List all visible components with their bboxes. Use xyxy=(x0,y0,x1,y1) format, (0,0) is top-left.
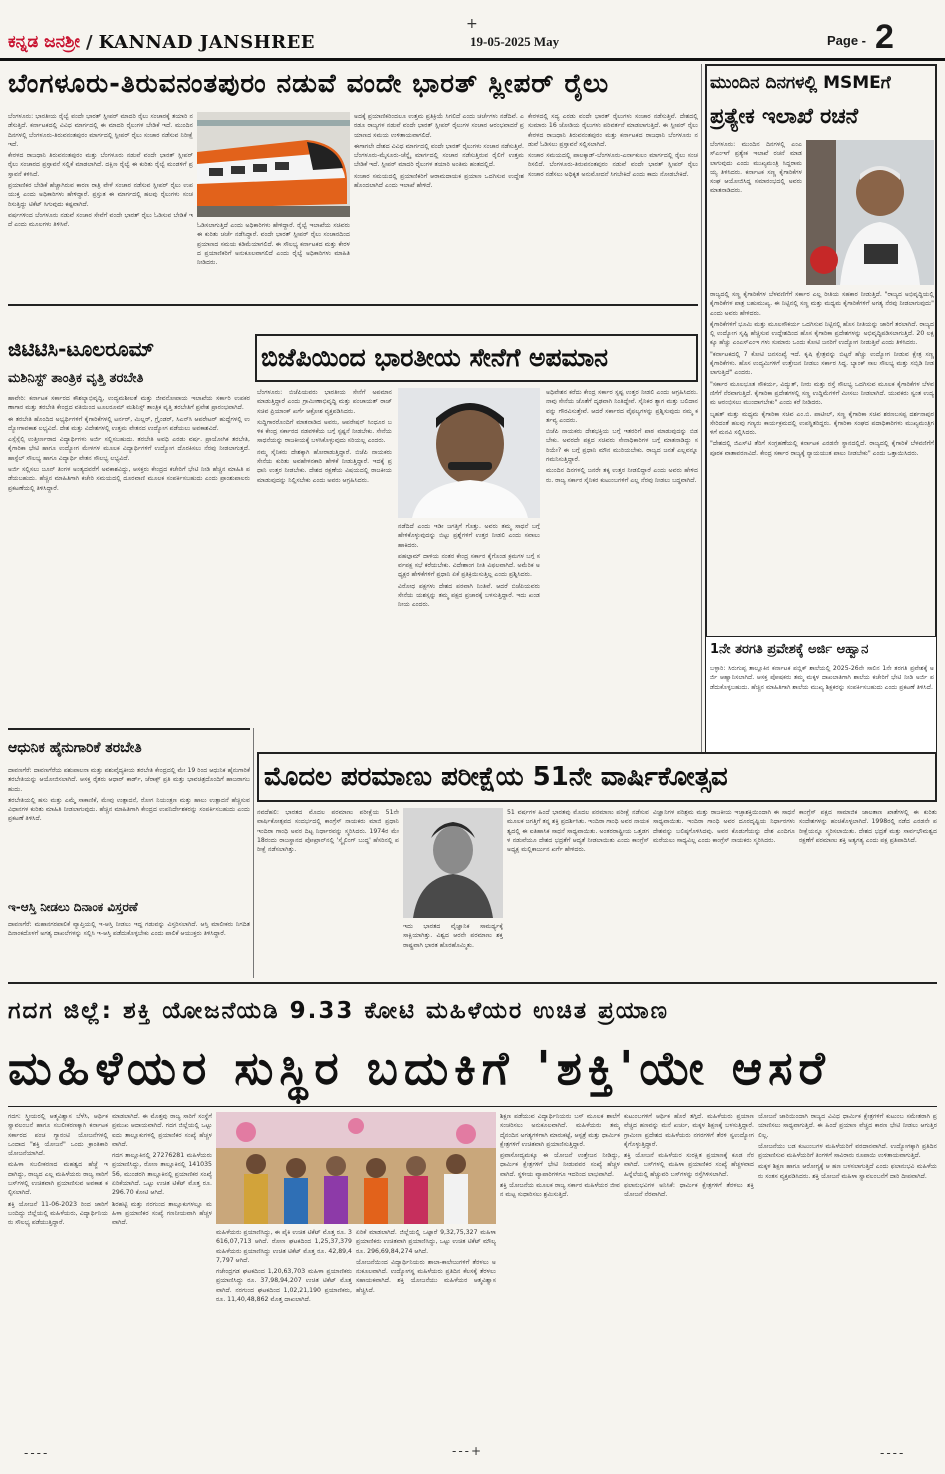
first-standard-headline: 1ನೇ ತರಗತಿ ಪ್ರವೇಶಕ್ಕೆ ಅರ್ಜಿ ಆಹ್ವಾನ xyxy=(710,642,869,657)
gtt-headline: ಜಿಟಿಟಿಸಿ-ಟೂಲರೂಮ್ xyxy=(8,337,155,361)
crop-mark-icon: ---- xyxy=(880,1446,906,1460)
bjp-column-3: ಅಧಿವೇಶನ ಕರೆದು ಕೇಂದ್ರ ಸರ್ಕಾರ ಸ್ಪಷ್ಟ ಉತ್ತರ ನೀಡಲಿ ಎಂದು ಆಗ್ರಹಿಸಿದರು. ನಾವು ಸೇನೆಯ ಜೊತೆಗೆ ದೃಢವಾಗಿ ನಿಂತಿದ್ದೇವೆ. ಸೈನಿಕರ ತ್ಯಾಗ ಮತ್ತು ಬಲಿದಾನವನ್ನು ಗೌರವಿಸುತ್ತೇವೆ. ಆದರೆ ಸರ್ಕಾರದ ವೈಫಲ್ಯಗಳನ್ನು ಪ್ರಶ್ನಿಸುವುದು ನಮ್ಮ ಕರ್ತವ್ಯ ಎಂದರು. ಬಿಜೆಪಿ ನಾಯಕರು ದೇಶಭಕ್ತಿಯ ಬಗ್ಗೆ ಇತರರಿಗೆ ಪಾಠ ಮಾಡುವುದನ್ನು ಬಿಡಬೇಕು. ಅವರದೇ ಪಕ್ಷದ ಸಚಿವರು ಸೇನಾಧಿಕಾರಿಗಳ ಬಗ್ಗೆ ಮಾತನಾಡಿದ್ದು ಸರಿಯೇ? ಈ ಬಗ್ಗೆ ಪ್ರಧಾನಿ ಮೌನ ಮುರಿಯಬೇಕು. ರಾಜ್ಯದ ಜನತೆ ಎಲ್ಲವನ್ನೂ ಗಮನಿಸುತ್ತಿದ್ದಾರೆ. ಮುಂದಿನ ದಿನಗಳಲ್ಲಿ ಜನರೇ ತಕ್ಕ ಉತ್ತರ ನೀಡಲಿದ್ದಾರೆ ಎಂದು ಅವರು ಹೇಳಿದರು. ರಾಜ್ಯ ಸರ್ಕಾರ ಸೈನಿಕರ ಕುಟುಂಬಗಳಿಗೆ ಎಲ್ಲ ನೆರವು ನೀಡಲು ಬದ್ಧವಾಗಿದೆ. xyxy=(546,389,698,484)
shakti-column-3: ಮಹಿಳೆಯರು ಪ್ರಯಾಣಿಸಿದ್ದು, ಈ ಪೈಕಿ ಉಚಿತ ಟಿಕೆಟ್ ಮೊತ್ತ ರೂ. 3616,07,713 ಆಗಿದೆ. ರೋಣ ಘಟಕದಿಂದ 1,25,37,379 ಮಹಿಳೆಯರು ಪ್ರಯಾಣಿಸಿದ್ದು ಉಚಿತ ಟಿಕೆಟ್ ಮೊತ್ತ ರೂ. 42,89,47,797 ಆಗಿದೆ. ಗಜೇಂದ್ರಗಡ ಘಟಕದಿಂದ 1,20,63,703 ಮಹಿಳಾ ಪ್ರಯಾಣಿಕರು ಪ್ರಯಾಣಿಸಿದ್ದು ರೂ. 37,98,94,207 ಉಚಿತ ಟಿಕೆಟ್ ಮೊತ್ತವಾಗಿದೆ. ನರಗುಂದ ಘಟಕದಿಂದ 1,02,21,190 ಪ್ರಯಾಣಿಕರು, ರೂ. 11,40,48,862 ಮೊತ್ತ ದಾಖಲಾಗಿದೆ. xyxy=(216,1229,352,1304)
shakti-kicker: ಗದಗ ಜಿಲ್ಲೆ: ಶಕ್ತಿ ಯೋಜನೆಯಡಿ 9.33 ಕೋಟಿ ಮಹಿಳೆಯರ ಉಚಿತ ಪ್ರಯಾಣ xyxy=(8,998,669,1024)
msme-column-body: ರಾಜ್ಯದಲ್ಲಿ ಸಣ್ಣ ಕೈಗಾರಿಕೆಗಳ ಬೆಳವಣಿಗೆಗೆ ಸರ್ಕಾರ ಎಲ್ಲ ರೀತಿಯ ಸಹಕಾರ ನೀಡುತ್ತಿದೆ. "ರಾಜ್ಯದ ಅಭಿವೃದ್ಧಿಯಲ್ಲಿ ಕೈಗಾರಿಕೆಗಳ ಪಾತ್ರ ಬಹುಮುಖ್ಯ. ಈ ನಿಟ್ಟಿನಲ್ಲಿ ಸಣ್ಣ ಮತ್ತು ಮಧ್ಯಮ ಕೈಗಾರಿಕೆಗಳಿಗೆ ಅಗತ್ಯ ನೆರವು ನೀಡಲಾಗುವುದು" ಎಂದು ಅವರು ಹೇಳಿದರು. ಕೈಗಾರಿಕೆಗಳಿಗೆ ಭೂಮಿ ಮತ್ತು ಮೂಲಸೌಕರ್ಯ ಒದಗಿಸುವ ನಿಟ್ಟಿನಲ್ಲಿ ಹೊಸ ನೀತಿಯನ್ನು ಜಾರಿಗೆ ತರಲಾಗಿದೆ. ರಾಜ್ಯದಲ್ಲಿ ಉದ್ಯೋಗ ಸೃಷ್ಟಿ ಹೆಚ್ಚಿಸುವ ಉದ್ದೇಶದಿಂದ ಹೊಸ ಕೈಗಾರಿಕಾ ಪ್ರದೇಶಗಳನ್ನು ಅಭಿವೃದ್ಧಿಪಡಿಸಲಾಗುತ್ತಿದೆ. 20 ಲಕ್ಷಕ್ಕೂ ಹೆಚ್ಚು ಎಂಎಸ್‌ಎಂಇ ಗಳು ಸುಮಾರು ಒಂದು ಕೋಟಿ ಜನರಿಗೆ ಉದ್ಯೋಗ ನೀಡುತ್ತಿವೆ ಎಂದು ತಿಳಿಸಿದರು. "ಕರ್ನಾಟಕದಲ್ಲಿ 7 ಕೋಟಿ ಜನಸಂಖ್ಯೆ ಇದೆ. ಕೃಷಿ ಕ್ಷೇತ್ರವನ್ನು ಬಿಟ್ಟರೆ ಹೆಚ್ಚು ಉದ್ಯೋಗ ನೀಡುವ ಕ್ಷೇತ್ರ ಸಣ್ಣ ಕೈಗಾರಿಕೆಗಳು. ಹೊಸ ಉದ್ಯಮಿಗಳಿಗೆ ಉತ್ತೇಜನ ನೀಡಲು ಸರ್ಕಾರ ಸಿದ್ಧ. ಬ್ಯಾಂಕ್ ಸಾಲ ಸೌಲಭ್ಯ ಮತ್ತು ಸಬ್ಸಿಡಿ ನೀಡಲಾಗುತ್ತಿದೆ" ಎಂದರು. "ಸರ್ಕಾರ ಮೂಲಭೂತ ಸೌಕರ್ಯ, ವಿದ್ಯುತ್, ನೀರು ಮತ್ತು ರಸ್ತೆ ಸೌಲಭ್ಯ ಒದಗಿಸುವ ಮೂಲಕ ಕೈಗಾರಿಕೆಗಳ ಬೆಳವಣಿಗೆಗೆ ನೆರವಾಗುತ್ತಿದೆ. ಕೈಗಾರಿಕಾ ಪ್ರದೇಶಗಳಲ್ಲಿ ಸಣ್ಣ ಉದ್ದಿಮೆಗಳಿಗೆ ಮೀಸಲು ನೀಡಲಾಗಿದೆ. ಯುವಕರು ಸ್ವಂತ ಉದ್ಯಮ ಆರಂಭಿಸಲು ಮುಂದಾಗಬೇಕು" ಎಂದು ಕರೆ ನೀಡಿದರು. ಬೃಹತ್ ಮತ್ತು ಮಧ್ಯಮ ಕೈಗಾರಿಕಾ ಸಚಿವ ಎಂ.ಬಿ. ಪಾಟೀಲ್, ಸಣ್ಣ ಕೈಗಾರಿಕಾ ಸಚಿವ ಶರಣಬಸಪ್ಪ ದರ್ಶನಾಪುರ ಸೇರಿದಂತೆ ಹಲವು ಗಣ್ಯರು ಕಾರ್ಯಕ್ರಮದಲ್ಲಿ ಉಪಸ್ಥಿತರಿದ್ದರು. ಕೈಗಾರಿಕಾ ಸಂಘದ ಪದಾಧಿಕಾರಿಗಳು ಮುಖ್ಯಮಂತ್ರಿಗಳಿಗೆ ಮನವಿ ಸಲ್ಲಿಸಿದರು. "ದೇಶದಲ್ಲಿ ಜಿಎಸ್‌ಟಿ ತೆರಿಗೆ ಸಂಗ್ರಹಣೆಯಲ್ಲಿ ಕರ್ನಾಟಕ ಎರಡನೇ ಸ್ಥಾನದಲ್ಲಿದೆ. ರಾಜ್ಯದಲ್ಲಿ ಕೈಗಾರಿಕೆ ಬೆಳವಣಿಗೆಗೆ ಪೂರಕ ವಾತಾವರಣವಿದೆ. ಕೇಂದ್ರ ಸರ್ಕಾರ ರಾಜ್ಯಕ್ಕೆ ನ್ಯಾಯಯುತ ಪಾಲು ನೀಡಬೇಕು" ಎಂದು ಒತ್ತಾಯಿಸಿದರು. xyxy=(710,291,934,457)
vande-bharat-column-2: ಓಡಿಸಲಾಗುತ್ತಿದೆ ಎಂದು ಅಧಿಕಾರಿಗಳು ಹೇಳಿದ್ದಾರೆ. ರೈಲ್ವೆ ಇಲಾಖೆಯ ಸಚಿವರು ಈ ಕುರಿತು ಚರ್ಚೆ ನಡೆಸಿದ್ದಾರೆ. ವಂದೇ ಭಾರತ್ ಸ್ಲೀಪರ್ ರೈಲು ಸಂಚಾರದಿಂದ ಪ್ರಯಾಣದ ಸಮಯ ಕಡಿಮೆಯಾಗಲಿದೆ. ಈ ಸೌಲಭ್ಯ ಕರ್ನಾಟಕದ ಮತ್ತು ಕೇರಳದ ಪ್ರಯಾಣಿಕರಿಗೆ ಅನುಕೂಲವಾಗಲಿದೆ ಎಂದು ರೈಲ್ವೆ ಅಧಿಕಾರಿಗಳು ಮಾಹಿತಿ ನೀಡಿದರು. xyxy=(197,222,350,267)
group-photo-icon xyxy=(216,1112,496,1224)
cm-speaking-photo xyxy=(806,140,934,285)
shakti-column-1: ಗದಗ: ಸ್ತ್ರೀಯರಲ್ಲಿ ಆತ್ಮವಿಶ್ವಾಸ ಬೆಳೆಸಿ, ಆರ್ಥಿಕ ಸ್ವಾವಲಂಬನೆ ಹಾಗೂ ಸಬಲೀಕರಣಕ್ಕಾಗಿ ಕರ್ನಾಟಕ ಸರ್ಕಾರದ ಪಂಚ ಗ್ಯಾರಂಟಿ ಯೋಜನೆಗಳಲ್ಲಿ ಒಂದಾದ "ಶಕ್ತಿ ಯೋಜನೆ" ಒಂದು ಕ್ರಾಂತಿಕಾರಿ ಯೋಜನೆಯಾಗಿದೆ. ಮಹಿಳಾ ಸಬಲೀಕರಣದ ಮಹತ್ವದ ಹೆಜ್ಜೆ ಇದಾಗಿದ್ದು, ರಾಜ್ಯದ ಎಲ್ಲ ಮಹಿಳೆಯರು ರಾಜ್ಯ ಸಾರಿಗೆ ಬಸ್‌ಗಳಲ್ಲಿ ಉಚಿತವಾಗಿ ಪ್ರಯಾಣಿಸುವ ಅವಕಾಶ ಕಲ್ಪಿಸಲಾಗಿದೆ. ಶಕ್ತಿ ಯೋಜನೆ 11-06-2023 ರಿಂದ ಜಾರಿಗೆ ಬಂದಿದ್ದು ಜಿಲ್ಲೆಯಲ್ಲಿ ಮಹಿಳೆಯರು, ವಿದ್ಯಾರ್ಥಿನಿಯರು ಸೌಲಭ್ಯ ಪಡೆಯುತ್ತಿದ್ದಾರೆ. xyxy=(8,1113,108,1227)
shakti-column-7: ಯೋಜನೆ ಜಾರಿಯಿಂದಾಗಿ ರಾಜ್ಯದ ವಿವಿಧ ಧಾರ್ಮಿಕ ಕ್ಷೇತ್ರಗಳಿಗೆ ಕುಟುಂಬ ಸಮೇತರಾಗಿ ಪ್ರಯಾಣಿಸಲು ಸಾಧ್ಯವಾಗುತ್ತಿದೆ. ಈ ಹಿಂದೆ ಪ್ರಯಾಣ ವೆಚ್ಚದ ಕಾರಣ ಭೇಟಿ ನೀಡಲು ಆಗುತ್ತಿರಲಿಲ್ಲ. ಯೋಜನೆಯು ಬಡ ಕುಟುಂಬಗಳ ಮಹಿಳೆಯರಿಗೆ ವರದಾನವಾಗಿದೆ. ಉದ್ಯೋಗಕ್ಕಾಗಿ ಪ್ರತಿದಿನ ಪ್ರಯಾಣಿಸುವ ಮಹಿಳೆಯರಿಗೆ ತಿಂಗಳಿಗೆ ಸಾವಿರಾರು ರೂಪಾಯಿ ಉಳಿತಾಯವಾಗುತ್ತಿದೆ. ಮಕ್ಕಳ ಶಿಕ್ಷಣ ಹಾಗೂ ಆರೋಗ್ಯಕ್ಕೆ ಆ ಹಣ ಬಳಸಲಾಗುತ್ತಿದೆ ಎಂದು ಫಲಾನುಭವಿ ಮಹಿಳೆಯರು ಸಂತಸ ವ್ಯಕ್ತಪಡಿಸಿದರು. ಶಕ್ತಿ ಯೋಜನೆ ಮಹಿಳಾ ಸ್ವಾವಲಂಬನೆಗೆ ದಾರಿ ದೀಪವಾಗಿದೆ. xyxy=(758,1113,937,1180)
page-number: 2 xyxy=(875,18,894,56)
train-icon xyxy=(197,112,350,217)
crop-mark-icon: ---+ xyxy=(452,1444,484,1458)
brand-separator: / xyxy=(85,31,93,53)
section-rule xyxy=(8,1106,937,1107)
nuclear-column-1: ನವದೆಹಲಿ: ಭಾರತದ ಮೊದಲ ಪರಮಾಣು ಪರೀಕ್ಷೆಯ 51ನೇ ವಾರ್ಷಿಕೋತ್ಸವದ ಸಂದರ್ಭದಲ್ಲಿ ಕಾಂಗ್ರೆಸ್ ನಾಯಕರು ಮಾಜಿ ಪ್ರಧಾನಿ ಇಂದಿರಾ ಗಾಂಧಿ ಅವರ ದಿಟ್ಟ ನಿರ್ಧಾರವನ್ನು ಸ್ಮರಿಸಿದರು. 1974ರ ಮೇ 18ರಂದು ರಾಜಸ್ಥಾನದ ಪೋಖ್ರಾನ್‌ನಲ್ಲಿ 'ಸ್ಮೈಲಿಂಗ್ ಬುದ್ಧ' ಹೆಸರಿನಲ್ಲಿ ಪರೀಕ್ಷೆ ನಡೆಸಲಾಗಿತ್ತು. xyxy=(257,809,399,854)
gtt-subhead: ಮಶಿನಿಸ್ಟ್ ತಾಂತ್ರಿಕ ವೃತ್ತಿ ತರಬೇತಿ xyxy=(8,371,144,386)
msme-headline-line-1: ಮುಂದಿನ ದಿನಗಳಲ್ಲಿ MSMEಗೆ xyxy=(710,73,891,93)
crop-mark-icon: ---- xyxy=(24,1446,50,1460)
brand-english: KANNAD JANSHREE xyxy=(98,31,316,53)
vande-bharat-column-3: ಅದಕ್ಕೆ ಪ್ರಯಾಣಿಕರಿಂದಲೂ ಉತ್ತಮ ಪ್ರತಿಕ್ರಿಯೆ ಸಿಗಲಿದೆ ಎಂದು ಚರ್ಚೆಗಳು ನಡೆದಿವೆ. ಎರಡೂ ರಾಜ್ಯಗಳ ನಡುವೆ ವಂದೇ ಭಾರತ್ ಸ್ಲೀಪರ್ ರೈಲುಗಳ ಸಂಚಾರ ಆರಂಭವಾದರೆ ಪ್ರಯಾಣದ ಸಮಯ ಉಳಿತಾಯವಾಗಲಿದೆ. ಈಗಾಗಲೇ ದೇಶದ ವಿವಿಧ ಮಾರ್ಗದಲ್ಲಿ ವಂದೇ ಭಾರತ್ ರೈಲುಗಳು ಸಂಚಾರ ನಡೆಸುತ್ತಿವೆ. ಬೆಂಗಳೂರು-ಮೈಸೂರು-ಚೆನ್ನೈ ಮಾರ್ಗದಲ್ಲಿ ಸಂಚಾರ ನಡೆಸುತ್ತಿರುವ ರೈಲಿಗೆ ಉತ್ತಮ ಬೇಡಿಕೆ ಇದೆ. ಸ್ಲೀಪರ್ ಮಾದರಿ ರೈಲುಗಳ ತಯಾರಿ ಅಂತಿಮ ಹಂತದಲ್ಲಿದೆ. ಸಂಚಾರ ಸಮಯದಲ್ಲಿ ಪ್ರಯಾಣಿಕರಿಗೆ ಆರಾಮದಾಯಕ ಪ್ರಯಾಣ ಒದಗಿಸುವ ಉದ್ದೇಶ ಹೊಂದಲಾಗಿದೆ ಎಂದು ಇಲಾಖೆ ಹೇಳಿದೆ. xyxy=(354,113,524,190)
bjp-headline: ಬಿಜೆಪಿಯಿಂದ ಭಾರತೀಯ ಸೇನೆಗೆ ಅಪಮಾನ xyxy=(261,343,609,372)
issue-date: 19-05-2025 May xyxy=(470,34,560,49)
shakti-column-2: ಮಾಡಲಾಗಿದೆ. ಈ ಮೊತ್ತವು ರಾಜ್ಯ ಸಾರಿಗೆ ಸಂಸ್ಥೆಗೆ ಪ್ರಮುಖ ಆದಾಯವಾಗಿದೆ. ಗದಗ ಜಿಲ್ಲೆಯಲ್ಲಿ ಒಟ್ಟು ಐದು ತಾಲ್ಲೂಕುಗಳಲ್ಲಿ ಪ್ರಯಾಣಿಕರ ಸಂಖ್ಯೆ ಹೆಚ್ಚಳವಾಗಿದೆ. ಗದಗ ತಾಲ್ಲೂಕಿನಲ್ಲಿ 27276281 ಮಹಿಳೆಯರು ಪ್ರಯಾಣಿಸಿದ್ದು, ರೋಣ ತಾಲ್ಲೂಕಿನಲ್ಲಿ 14103556, ಮುಂಡರಗಿ ತಾಲ್ಲೂಕಿನಲ್ಲಿ ಪ್ರಯಾಣಿಕರ ಸಂಖ್ಯೆ ಏರಿಕೆಯಾಗಿದೆ. ಒಟ್ಟು ಉಚಿತ ಟಿಕೆಟ್ ಮೊತ್ತ ರೂ. 296.70 ಕೋಟಿ ಆಗಿದೆ. ಶಿರಹಟ್ಟಿ ಮತ್ತು ನರಗುಂದ ತಾಲ್ಲೂಕುಗಳಲ್ಲೂ ಮಹಿಳಾ ಪ್ರಯಾಣಿಕರ ಸಂಖ್ಯೆ ಗಣನೀಯವಾಗಿ ಹೆಚ್ಚಳವಾಗಿದೆ. xyxy=(112,1113,212,1227)
crop-mark-icon: + xyxy=(466,16,478,32)
minister-portrait-photo xyxy=(398,388,540,518)
portrait-icon xyxy=(403,808,503,918)
section-rule xyxy=(8,304,698,306)
easti-body: ದಾವಣಗೆರೆ: ಮಹಾನಗರಪಾಲಿಕೆ ವ್ಯಾಪ್ತಿಯಲ್ಲಿ ಇ-ಆಸ್ತಿ ನೀಡಲು ಇದ್ದ ಗಡುವನ್ನು ವಿಸ್ತರಿಸಲಾಗಿದೆ. ಆಸ್ತಿ ಮಾಲೀಕರು ನಿಗದಿತ ದಿನಾಂಕದೊಳಗೆ ಅಗತ್ಯ ದಾಖಲೆಗಳನ್ನು ಸಲ್ಲಿಸಿ ಇ-ಆಸ್ತಿ ಪಡೆದುಕೊಳ್ಳಬೇಕು ಎಂದು ಪಾಲಿಕೆ ಆಯುಕ್ತರು ತಿಳಿಸಿದ್ದಾರೆ. xyxy=(8,921,250,938)
vande-bharat-train-photo xyxy=(197,112,350,217)
msme-column-intro: ಬೆಂಗಳೂರು: ಮುಂದಿನ ದಿನಗಳಲ್ಲಿ ಎಂಎಸ್‌ಎಂಇಗೆ ಪ್ರತ್ಯೇಕ ಇಲಾಖೆ ರಚನೆ ಮಾಡಲಾಗುವುದು ಎಂದು ಮುಖ್ಯಮಂತ್ರಿ ಸಿದ್ದರಾಮಯ್ಯ ತಿಳಿಸಿದರು. ಕರ್ನಾಟಕ ಸಣ್ಣ ಕೈಗಾರಿಕೆಗಳ ಸಂಘ ಆಯೋಜಿಸಿದ್ದ ಸಮಾರಂಭದಲ್ಲಿ ಅವರು ಮಾತನಾಡಿದರು. xyxy=(710,141,802,195)
nuclear-headline: ಮೊದಲ ಪರಮಾಣು ಪರೀಕ್ಷೆಯ 51ನೇ ವಾರ್ಷಿಕೋತ್ಸವ xyxy=(264,762,728,792)
shakti-column-4: ಏರಿಕೆ ಮಾಡಲಾಗಿದೆ. ಜಿಲ್ಲೆಯಲ್ಲಿ ಒಟ್ಟಾರೆ 9,32,75,327 ಮಹಿಳಾ ಪ್ರಯಾಣಿಕರು ಉಚಿತವಾಗಿ ಪ್ರಯಾಣಿಸಿದ್ದು, ಒಟ್ಟು ಉಚಿತ ಟಿಕೆಟ್ ಮೌಲ್ಯ ರೂ. 296,69,84,274 ಆಗಿದೆ. ಯೋಜನೆಯಿಂದ ವಿದ್ಯಾರ್ಥಿನಿಯರು ಶಾಲಾ-ಕಾಲೇಜುಗಳಿಗೆ ತೆರಳಲು ಅನುಕೂಲವಾಗಿದೆ. ಉದ್ಯೋಗಸ್ಥ ಮಹಿಳೆಯರು ಪ್ರತಿದಿನ ಕೆಲಸಕ್ಕೆ ತೆರಳಲು ಸಹಾಯಕವಾಗಿದೆ. ಶಕ್ತಿ ಯೋಜನೆಯು ಮಹಿಳೆಯರ ಆತ್ಮವಿಶ್ವಾಸ ಹೆಚ್ಚಿಸಿದೆ. xyxy=(356,1229,496,1294)
dairy-body: ದಾವಣಗೆರೆ: ದಾವಣಗೆರೆಯ ಪಶುಪಾಲನಾ ಮತ್ತು ಪಶುವೈದ್ಯಕೀಯ ತರಬೇತಿ ಕೇಂದ್ರದಲ್ಲಿ ಮೇ 19 ರಿಂದ ಆಧುನಿಕ ಹೈನುಗಾರಿಕೆ ತರಬೇತಿಯನ್ನು ಆಯೋಜಿಸಲಾಗಿದೆ. ಆಸಕ್ತ ರೈತರು ಆಧಾರ್ ಕಾರ್ಡ್, ಜೆರಾಕ್ಸ್ ಪ್ರತಿ ಮತ್ತು ಭಾವಚಿತ್ರದೊಂದಿಗೆ ಹಾಜರಾಗಬಹುದು. ತರಬೇತಿಯಲ್ಲಿ ಹಸು ಮತ್ತು ಎಮ್ಮೆ ಸಾಕಾಣಿಕೆ, ಮೇವು ಉತ್ಪಾದನೆ, ರೋಗ ನಿಯಂತ್ರಣ ಮತ್ತು ಹಾಲು ಉತ್ಪಾದನೆ ಹೆಚ್ಚಿಸುವ ವಿಧಾನಗಳ ಕುರಿತು ಮಾಹಿತಿ ನೀಡಲಾಗುವುದು. ಹೆಚ್ಚಿನ ಮಾಹಿತಿಗಾಗಿ ಕೇಂದ್ರದ ಉಪನಿರ್ದೇಶಕರನ್ನು ಸಂಪರ್ಕಿಸಬಹುದು ಎಂದು ಪ್ರಕಟಣೆ ತಿಳಿಸಿದೆ. xyxy=(8,767,250,823)
column-divider xyxy=(253,728,254,978)
nuclear-column-2: ಇದು ಭಾರತದ ವೈಜ್ಞಾನಿಕ ಸಾಮರ್ಥ್ಯಕ್ಕೆ ಸಾಕ್ಷಿಯಾಗಿತ್ತು. ವಿಶ್ವದ ಆರನೇ ಪರಮಾಣು ಶಕ್ತ ರಾಷ್ಟ್ರವಾಗಿ ಭಾರತ ಹೊರಹೊಮ್ಮಿತು. xyxy=(403,923,503,949)
vande-bharat-column-4: ಕೇರಳದಲ್ಲಿ ಸದ್ಯ ಎರಡು ವಂದೇ ಭಾರತ್ ರೈಲುಗಳು ಸಂಚಾರ ನಡೆಸುತ್ತಿವೆ. ದೇಶದಲ್ಲಿ ಸುಮಾರು 16 ಜೋಡಿಯ ರೈಲುಗಳು ಪರಿವರ್ತನೆ ಮಾಡಲಾಗುತ್ತಿದೆ. ಈ ಸ್ಲೀಪರ್ ರೈಲು ಕೇರಳದ ರಾಜಧಾನಿ ತಿರುವನಂತಪುರಂ ಮತ್ತು ಕರ್ನಾಟಕದ ರಾಜಧಾನಿ ಬೆಂಗಳೂರು ನಡುವೆ ಓಡಿಸಲು ಪ್ರಸ್ತಾವನೆ ಸಲ್ಲಿಸಲಾಗಿದೆ. ಸಂಚಾರ ಸಮಯದಲ್ಲಿ ಪಾಲಕ್ಕಾಡ್-ಬೆಂಗಳೂರು-ಎರ್ನಾಕುಲಂ ಮಾರ್ಗದಲ್ಲಿ ರೈಲು ಸಂಚರಿಸಲಿದೆ. ಬೆಂಗಳೂರು-ತಿರುವನಂತಪುರಂ ನಡುವೆ ವಂದೇ ಭಾರತ್ ಸ್ಲೀಪರ್ ರೈಲು ಸಂಚಾರ ನಡೆಸಲು ಅಧಿಕೃತ ಅನುಮೋದನೆ ಸಿಗಬೇಕಿದೆ ಎಂದು ಕಾದು ನೋಡಬೇಕಿದೆ. xyxy=(528,113,698,178)
page-label: Page - xyxy=(827,33,867,48)
shakti-event-photo xyxy=(216,1112,496,1224)
easti-headline: ಇ-ಆಸ್ತಿ ನೀಡಲು ದಿನಾಂಕ ವಿಸ್ತರಣೆ xyxy=(8,900,138,914)
masthead-brand xyxy=(8,28,328,56)
vande-bharat-headline: ಬೆಂಗಳೂರು-ತಿರುವನಂತಪುರಂ ನಡುವೆ ವಂದೇ ಭಾರತ್ ಸ್ಲೀಪರ್ ರೈಲು xyxy=(8,69,610,99)
column-divider xyxy=(701,64,702,754)
msme-headline-line-2: ಪ್ರತ್ಯೇಕ ಇಲಾಖೆ ರಚನೆ xyxy=(710,104,859,128)
minister-portrait-icon xyxy=(398,388,540,518)
nuclear-column-5: ಕಾಂಗ್ರೆಸ್ ಪಕ್ಷದ ಸಾಮಾಜಿಕ ಜಾಲತಾಣ ಖಾತೆಗಳಲ್ಲಿ ಈ ಕುರಿತು ಸಂದೇಶಗಳನ್ನು ಹಂಚಿಕೊಳ್ಳಲಾಗಿದೆ. 1998ರಲ್ಲಿ ನಡೆದ ಎರಡನೇ ಪರೀಕ್ಷೆಯನ್ನೂ ಸ್ಮರಿಸಲಾಯಿತು. ದೇಶದ ಭದ್ರತೆ ಮತ್ತು ಸಾರ್ವಭೌಮತ್ವದ ರಕ್ಷಣೆಗೆ ಪರಮಾಣು ಶಕ್ತಿ ಅತ್ಯಗತ್ಯ ಎಂದು ಪಕ್ಷ ಪ್ರತಿಪಾದಿಸಿದೆ. xyxy=(799,809,937,844)
vande-bharat-column-1: ಬೆಂಗಳೂರು: ಭಾರತೀಯ ರೈಲ್ವೆ ವಂದೇ ಭಾರತ್ ಸ್ಲೀಪರ್ ಮಾದರಿ ರೈಲು ಸಂಚಾರಕ್ಕೆ ತಯಾರಿ ನಡೆಸುತ್ತಿದೆ. ಕರ್ನಾಟಕದಲ್ಲಿ ವಿವಿಧ ಮಾರ್ಗದಲ್ಲಿ ಈ ಮಾದರಿ ರೈಲುಗಳ ಬೇಡಿಕೆ ಇದೆ. ಮುಂದಿನ ದಿನಗಳಲ್ಲಿ ಬೆಂಗಳೂರು-ತಿರುವನಂತಪುರಂ ಮಾರ್ಗದಲ್ಲಿ ಸ್ಲೀಪರ್ ರೈಲು ಸಂಚಾರ ನಡೆಸುವ ನಿರೀಕ್ಷೆ ಇದೆ. ಕೇರಳದ ರಾಜಧಾನಿ ತಿರುವನಂತಪುರಂ ಮತ್ತು ಬೆಂಗಳೂರು ನಡುವೆ ವಂದೇ ಭಾರತ್ ಸ್ಲೀಪರ್ ರೈಲು ಸಂಚಾರದ ಪ್ರಸ್ತಾವನೆ ಸಲ್ಲಿಕೆ ಮಾಡಲಾಗಿದೆ. ದಕ್ಷಿಣ ರೈಲ್ವೆ ಈ ಕುರಿತು ರೈಲ್ವೆ ಮಂಡಳಿಗೆ ಪ್ರಸ್ತಾವನೆ ಕಳಿಸಿದೆ. ಪ್ರಯಾಣಿಕರ ಬೇಡಿಕೆ ಹೆಚ್ಚಾಗಿರುವ ಕಾರಣ ರಾತ್ರಿ ವೇಳೆ ಸಂಚಾರ ನಡೆಸುವ ಸ್ಲೀಪರ್ ರೈಲು ಉಪಯುಕ್ತ ಎಂದು ಅಧಿಕಾರಿಗಳು ಹೇಳಿದ್ದಾರೆ. ಪ್ರಸ್ತುತ ಈ ಮಾರ್ಗದಲ್ಲಿ ಹಲವು ರೈಲುಗಳು ಸಂಚರಿಸುತ್ತಿದ್ದು ಟಿಕೆಟ್ ಸಿಗುವುದು ಕಷ್ಟವಾಗಿದೆ. ವರ್ಷಗಳಿಂದ ಬೆಂಗಳೂರು ನಡುವೆ ಸಂಚಾರ ಸೇವೆಗೆ ವಂದೇ ಭಾರತ್ ರೈಲು ಓಡಿಸುವ ಬೇಡಿಕೆ ಇದೆ ಎಂದು ಮೂಲಗಳು ತಿಳಿಸಿವೆ. xyxy=(8,113,193,229)
indira-gandhi-photo xyxy=(403,808,503,918)
shakti-column-5: ಶಿಕ್ಷಣ ಪಡೆಯುವ ವಿದ್ಯಾರ್ಥಿನಿಯರು ಬಸ್ ಮೂಲಕ ಶಾಲೆಗೆ ಸಂಚರಿಸಲು ಅನುಕೂಲವಾಗಿದೆ. ಮಹಿಳೆಯರು ತಮ್ಮ ದೈನಂದಿನ ಅಗತ್ಯಗಳಿಗಾಗಿ ಮಾರುಕಟ್ಟೆ, ಆಸ್ಪತ್ರೆ ಮತ್ತು ಧಾರ್ಮಿಕ ಕ್ಷೇತ್ರಗಳಿಗೆ ಉಚಿತವಾಗಿ ಪ್ರಯಾಣಿಸುತ್ತಿದ್ದಾರೆ. ಪ್ರವಾಸೋದ್ಯಮಕ್ಕೂ ಈ ಯೋಜನೆ ಉತ್ತೇಜನ ನೀಡಿದ್ದು, ಧಾರ್ಮಿಕ ಕ್ಷೇತ್ರಗಳಿಗೆ ಭೇಟಿ ನೀಡುವವರ ಸಂಖ್ಯೆ ಹೆಚ್ಚಳವಾಗಿದೆ. ಸ್ಥಳೀಯ ವ್ಯಾಪಾರಿಗಳಿಗೂ ಇದರಿಂದ ಲಾಭವಾಗಿದೆ. ಶಕ್ತಿ ಯೋಜನೆಯ ಮೂಲಕ ರಾಜ್ಯ ಸರ್ಕಾರ ಮಹಿಳೆಯರ ಜೀವನ ಮಟ್ಟ ಸುಧಾರಿಸಲು ಶ್ರಮಿಸುತ್ತಿದೆ. xyxy=(500,1113,620,1199)
bjp-column-1: ಬೆಂಗಳೂರು: ಬಿಜೆಪಿಯವರು ಭಾರತೀಯ ಸೇನೆಗೆ ಅಪಮಾನ ಮಾಡುತ್ತಿದ್ದಾರೆ ಎಂದು ಗ್ರಾಮೀಣಾಭಿವೃದ್ಧಿ ಮತ್ತು ಪಂಚಾಯತ್ ರಾಜ್ ಸಚಿವ ಪ್ರಿಯಾಂಕ್ ಖರ್ಗೆ ಆಕ್ರೋಶ ವ್ಯಕ್ತಪಡಿಸಿದರು. ಸುದ್ದಿಗಾರರೊಂದಿಗೆ ಮಾತನಾಡಿದ ಅವರು, ಆಪರೇಷನ್ ಸಿಂಧೂರ ಬಳಿಕ ಕೇಂದ್ರ ಸರ್ಕಾರದ ನಡವಳಿಕೆಯ ಬಗ್ಗೆ ಸ್ಪಷ್ಟನೆ ನೀಡಬೇಕು. ಸೇನೆಯ ಸಾಧನೆಯನ್ನು ರಾಜಕೀಯಕ್ಕೆ ಬಳಸಿಕೊಳ್ಳುವುದು ಸರಿಯಲ್ಲ ಎಂದರು. ನಮ್ಮ ಸೈನಿಕರು ದೇಶಕ್ಕಾಗಿ ಹೋರಾಡುತ್ತಿದ್ದಾರೆ. ಬಿಜೆಪಿ ನಾಯಕರು ಸೇನೆಯ ಕುರಿತು ಅವಹೇಳನಕಾರಿ ಹೇಳಿಕೆ ನೀಡುತ್ತಿದ್ದಾರೆ. ಇದಕ್ಕೆ ಪ್ರಧಾನಿ ಉತ್ತರ ನೀಡಬೇಕು. ದೇಶದ ರಕ್ಷಣೆಯ ವಿಷಯದಲ್ಲಿ ರಾಜಕೀಯ ಮಾಡುವುದನ್ನು ನಿಲ್ಲಿಸಬೇಕು ಎಂದು ಅವರು ಆಗ್ರಹಿಸಿದರು. xyxy=(257,389,392,484)
masthead-rule xyxy=(0,58,945,61)
dairy-headline: ಆಧುನಿಕ ಹೈನುಗಾರಿಕೆ ತರಬೇತಿ xyxy=(8,740,142,756)
shakti-headline: ಮಹಿಳೆಯರ ಸುಸ್ಥಿರ ಬದುಕಿಗೆ 'ಶಕ್ತಿ'ಯೇ ಆಸರೆ xyxy=(8,1041,831,1095)
nuclear-column-3: 51 ವರ್ಷಗಳ ಹಿಂದೆ ಭಾರತವು ಮೊದಲ ಪರಮಾಣು ಪರೀಕ್ಷೆ ನಡೆಸುವ ಮೂಲಕ ಜಗತ್ತಿಗೆ ತನ್ನ ಶಕ್ತಿ ಪ್ರದರ್ಶಿಸಿತು. ಇಂದಿರಾ ಗಾಂಧಿ ಅವರ ನಾಯಕತ್ವದಲ್ಲಿ ಈ ಐತಿಹಾಸಿಕ ಸಾಧನೆ ಸಾಧ್ಯವಾಯಿತು. ಅಂತರರಾಷ್ಟ್ರೀಯ ಒತ್ತಡಗಳ ನಡುವೆಯೂ ದೇಶದ ಭದ್ರತೆಗೆ ಆದ್ಯತೆ ನೀಡಲಾಯಿತು ಎಂದು ಕಾಂಗ್ರೆಸ್ ಅಧ್ಯಕ್ಷ ಮಲ್ಲಿಕಾರ್ಜುನ ಖರ್ಗೆ ಹೇಳಿದರು. xyxy=(507,809,649,854)
bjp-column-2: ನಡೆದಿದೆ ಎಂದು ಇಡೀ ಜಗತ್ತಿಗೆ ಗೊತ್ತು. ಅವರು ತಮ್ಮ ಸಾಧನೆ ಬಗ್ಗೆ ಹೇಳಿಕೊಳ್ಳುವುದನ್ನು ಬಿಟ್ಟು ಪ್ರಶ್ನೆಗಳಿಗೆ ಉತ್ತರ ನೀಡಲಿ ಎಂದು ಸವಾಲು ಹಾಕಿದರು. ಪಹಲ್ಗಾಮ್ ದಾಳಿಯ ನಂತರ ಕೇಂದ್ರ ಸರ್ಕಾರ ಕೈಗೊಂಡ ಕ್ರಮಗಳ ಬಗ್ಗೆ ಸರ್ವಪಕ್ಷ ಸಭೆ ಕರೆಯಬೇಕು. ವಿದೇಶಾಂಗ ನೀತಿ ವಿಫಲವಾಗಿದೆ. ಅಮೆರಿಕ ಅಧ್ಯಕ್ಷರ ಹೇಳಿಕೆಗಳಿಗೆ ಪ್ರಧಾನಿ ಏಕೆ ಪ್ರತಿಕ್ರಿಯಿಸುತ್ತಿಲ್ಲ ಎಂದು ಪ್ರಶ್ನಿಸಿದರು. ವಿರೋಧ ಪಕ್ಷಗಳು ದೇಶದ ಪರವಾಗಿ ನಿಂತಿವೆ. ಆದರೆ ಬಿಜೆಪಿಯವರು ಸೇನೆಯ ಯಶಸ್ಸನ್ನು ತಮ್ಮ ಪಕ್ಷದ ಪ್ರಚಾರಕ್ಕೆ ಬಳಸುತ್ತಿದ್ದಾರೆ. ಇದು ಖಂಡನೀಯ ಎಂದರು. xyxy=(398,523,540,609)
speaker-portrait-icon xyxy=(806,140,934,285)
brand-kannada: ಕನ್ನಡ ಜನಶ್ರೀ xyxy=(8,32,80,52)
gtt-body: ಹಾವೇರಿ: ಕರ್ನಾಟಕ ಸರ್ಕಾರದ ಕೌಶಲ್ಯಾಭಿವೃದ್ಧಿ, ಉದ್ಯಮಶೀಲತೆ ಮತ್ತು ಜೀವನೋಪಾಯ ಇಲಾಖೆಯ ಸರ್ಕಾರಿ ಉಪಕರಣಾಗಾರ ಮತ್ತು ತರಬೇತಿ ಕೇಂದ್ರದ ವತಿಯಿಂದ ಟೂಲರೂಮ್ ಮಶಿನಿಸ್ಟ್ ತಾಂತ್ರಿಕ ವೃತ್ತಿ ತರಬೇತಿಗೆ ಪ್ರವೇಶ ಪ್ರಾರಂಭವಾಗಿದೆ. ಈ ತರಬೇತಿ ಹೊಂದಿದ ಅಭ್ಯರ್ಥಿಗಳಿಗೆ ಕೈಗಾರಿಕೆಗಳಲ್ಲಿ ಟರ್ನರ್, ಮಿಲ್ಲರ್, ಗ್ರೈಂಡರ್, ಸಿಎನ್‌ಸಿ ಆಪರೇಟರ್ ಹುದ್ದೆಗಳಲ್ಲಿ ಉದ್ಯೋಗಾವಕಾಶ ಲಭ್ಯವಿದೆ. ದೇಶ ಮತ್ತು ವಿದೇಶಗಳಲ್ಲಿ ಉತ್ತಮ ವೇತನದ ಉದ್ಯೋಗ ಪಡೆಯಲು ಅವಕಾಶವಿದೆ. ಎಸ್ಸೆಸ್ಸೆಲ್ಸಿ ಉತ್ತೀರ್ಣರಾದ ವಿದ್ಯಾರ್ಥಿಗಳು ಅರ್ಜಿ ಸಲ್ಲಿಸಬಹುದು. ತರಬೇತಿ ಅವಧಿ ಎರಡು ವರ್ಷ. ಪ್ರಾಯೋಗಿಕ ತರಬೇತಿ, ಕೈಗಾರಿಕಾ ಭೇಟಿ ಹಾಗೂ ಉದ್ಯೋಗ ಮೇಳಗಳ ಮೂಲಕ ವಿದ್ಯಾರ್ಥಿಗಳಿಗೆ ಉದ್ಯೋಗ ದೊರಕಿಸಲು ನೆರವು ನೀಡಲಾಗುತ್ತದೆ. ಹಾಸ್ಟೆಲ್ ಸೌಲಭ್ಯ ಹಾಗೂ ವಿದ್ಯಾರ್ಥಿ ವೇತನ ಸೌಲಭ್ಯ ಲಭ್ಯವಿದೆ. ಅರ್ಜಿ ಸಲ್ಲಿಸಲು ಜೂನ್ ತಿಂಗಳ ಅಂತ್ಯದವರೆಗೆ ಅವಕಾಶವಿದ್ದು, ಆಸಕ್ತರು ಕೇಂದ್ರದ ಕಚೇರಿಗೆ ಭೇಟಿ ನೀಡಿ ಹೆಚ್ಚಿನ ಮಾಹಿತಿ ಪಡೆಯಬಹುದು. ಹೆಚ್ಚಿನ ಮಾಹಿತಿಗಾಗಿ ಕಚೇರಿ ಸಮಯದಲ್ಲಿ ದೂರವಾಣಿ ಮೂಲಕ ಸಂಪರ್ಕಿಸಬಹುದು ಎಂದು ಪ್ರಾಂಶುಪಾಲರು ಪ್ರಕಟಣೆಯಲ್ಲಿ ತಿಳಿಸಿದ್ದಾರೆ. xyxy=(8,395,250,492)
nuclear-column-4: ವಿಜ್ಞಾನಿಗಳ ಪರಿಶ್ರಮ ಮತ್ತು ರಾಜಕೀಯ ಇಚ್ಛಾಶಕ್ತಿಯಿಂದಾಗಿ ಈ ಸಾಧನೆ ಸಾಧ್ಯವಾಯಿತು. ಇಂದಿರಾ ಗಾಂಧಿ ಅವರ ದೂರದೃಷ್ಟಿಯ ನಿರ್ಧಾರಗಳು ದೇಶವನ್ನು ಬಲಿಷ್ಠಗೊಳಿಸಿದವು. ಅವರ ಕೊಡುಗೆಯನ್ನು ದೇಶ ಎಂದಿಗೂ ಮರೆಯಲು ಸಾಧ್ಯವಿಲ್ಲ ಎಂದು ಕಾಂಗ್ರೆಸ್ ನಾಯಕರು ಸ್ಮರಿಸಿದರು. xyxy=(653,809,795,844)
shakti-column-6: ಕುಟುಂಬಗಳಿಗೆ ಆರ್ಥಿಕ ಹೊರೆ ತಗ್ಗಿದೆ. ಮಹಿಳೆಯರು ಪ್ರಯಾಣ ವೆಚ್ಚದ ಹಣವನ್ನು ಮನೆ ಖರ್ಚು, ಮಕ್ಕಳ ಶಿಕ್ಷಣಕ್ಕೆ ಬಳಸುತ್ತಿದ್ದಾರೆ. ಗ್ರಾಮೀಣ ಪ್ರದೇಶದ ಮಹಿಳೆಯರು ನಗರಗಳಿಗೆ ತೆರಳಿ ಸ್ವಉದ್ಯೋಗ ಕೈಗೊಳ್ಳುತ್ತಿದ್ದಾರೆ. ಶಕ್ತಿ ಯೋಜನೆ ಮಹಿಳೆಯರ ಸುರಕ್ಷಿತ ಪ್ರಯಾಣಕ್ಕೆ ಕೂಡ ನೆರವಾಗಿದೆ. ಬಸ್‌ಗಳಲ್ಲಿ ಮಹಿಳಾ ಪ್ರಯಾಣಿಕರ ಸಂಖ್ಯೆ ಹೆಚ್ಚಳವಾದ ಹಿನ್ನೆಲೆಯಲ್ಲಿ ಹೆಚ್ಚುವರಿ ಬಸ್‌ಗಳನ್ನು ರಸ್ತೆಗಿಳಿಸಲಾಗಿದೆ. ಫಲಾನುಭವಿಗಳ ಅನಿಸಿಕೆ: ಧಾರ್ಮಿಕ ಕ್ಷೇತ್ರಗಳಿಗೆ ತೆರಳಲು ಶಕ್ತಿ ಯೋಜನೆ ನೆರವಾಗಿದೆ. xyxy=(624,1113,754,1199)
first-standard-body: ಬಳ್ಳಾರಿ: ಸಿರುಗುಪ್ಪ ತಾಲ್ಲೂಕಿನ ಕರ್ನಾಟಕ ಪಬ್ಲಿಕ್ ಶಾಲೆಯಲ್ಲಿ 2025-26ನೇ ಸಾಲಿನ 1ನೇ ತರಗತಿ ಪ್ರವೇಶಕ್ಕೆ ಅರ್ಜಿ ಆಹ್ವಾನಿಸಲಾಗಿದೆ. ಆಸಕ್ತ ಪೋಷಕರು ತಮ್ಮ ಮಕ್ಕಳ ದಾಖಲಾತಿಗಾಗಿ ಶಾಲೆಯ ಕಚೇರಿಗೆ ಭೇಟಿ ನೀಡಿ ಅರ್ಜಿ ಪಡೆದುಕೊಳ್ಳಬಹುದು. ಹೆಚ್ಚಿನ ಮಾಹಿತಿಗಾಗಿ ಶಾಲೆಯ ಮುಖ್ಯ ಶಿಕ್ಷಕರನ್ನು ಸಂಪರ್ಕಿಸಬಹುದು ಎಂದು ಪ್ರಕಟಣೆ ತಿಳಿಸಿದೆ. xyxy=(710,665,934,691)
section-rule xyxy=(8,728,250,730)
section-rule xyxy=(8,982,937,984)
